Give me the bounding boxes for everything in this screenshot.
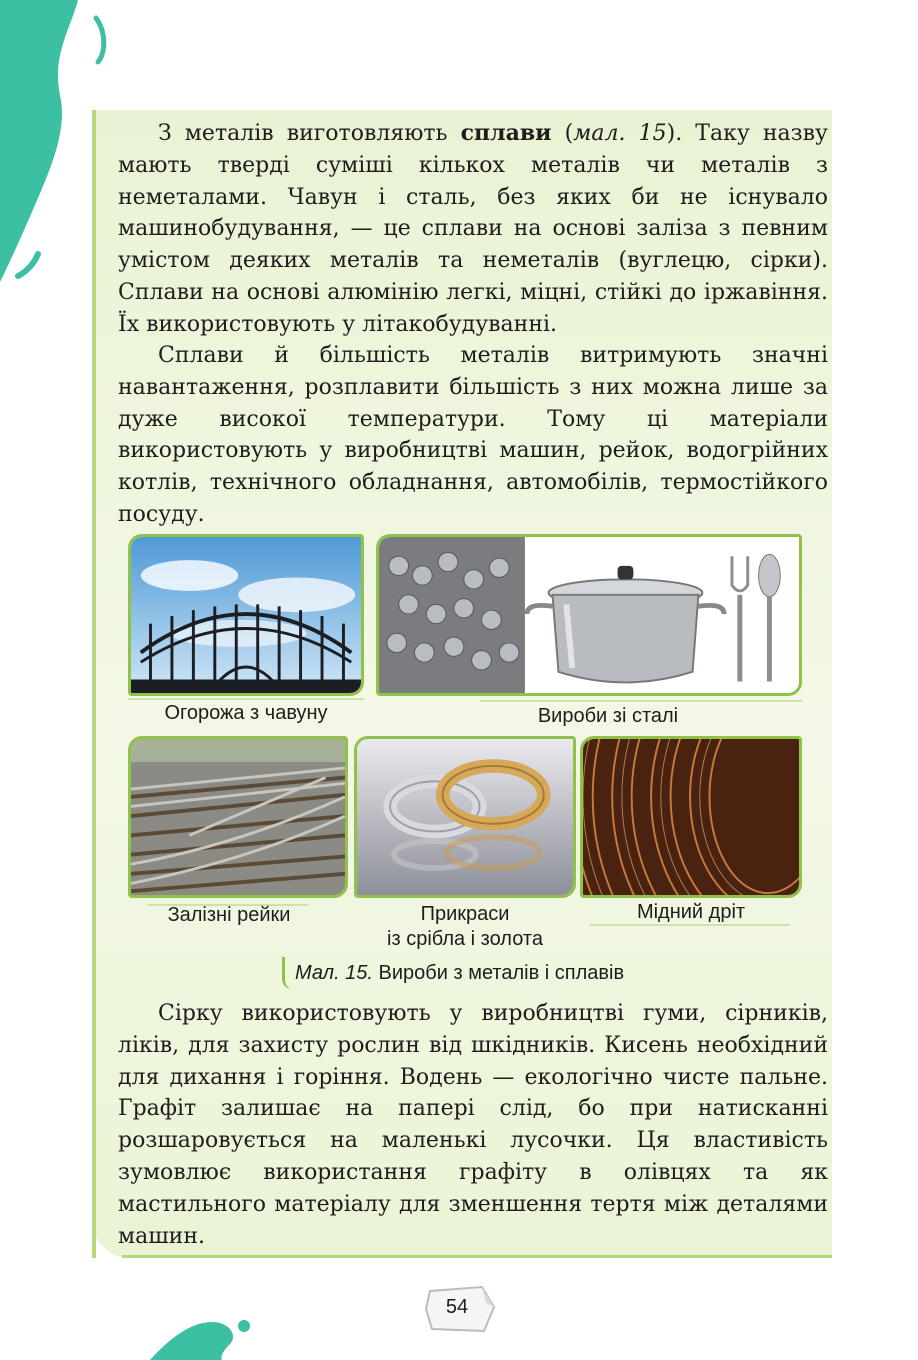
photo-iron-rails [128, 736, 348, 898]
caption-underline [480, 700, 802, 702]
p2-text: Сплави й більшість металів витримують значні навантаження, розплавити більшість з них можна лише за дуже високої температури. Тому ці матеріали використовують у виробництві машин, рейок, водогрійних котлів, технічного обладнання, автомобілів, термостійкого посуду. [118, 343, 828, 527]
paragraph-alloys [118, 118, 828, 341]
paragraph-nonmetals [118, 998, 828, 1252]
caption-jewelry-line1: Прикраси [420, 903, 510, 925]
figure-caption-label: Мал. 15. [295, 962, 373, 984]
photo-steel-products [376, 534, 802, 696]
caption-underline [128, 698, 364, 700]
p1-figure-ref: мал. 15 [573, 121, 667, 146]
paragraph-applications [118, 340, 828, 531]
p1-term-alloys: сплави [460, 120, 552, 146]
photo-jewelry-rings [354, 736, 576, 898]
p3-text: Сірку використовують у виробництві гуми, сірників, ліків, для захисту рослин від шкідників. Кисень необхідний для дихання і горіння. Водень — екологічно чисте пальне. Графіт залишає на папері слід, бо при натисканні розшаровується на маленькі лусочки. Ця властивість зумовлює використання графіту в олівцях та як мастильного матеріалу для зменшення тертя між деталями машин. [118, 1001, 828, 1249]
caption-rails: Залізні рейки [167, 904, 291, 926]
caption-wire: Мідний дріт [636, 901, 746, 923]
caption-steel: Вироби зі сталі [537, 705, 679, 727]
p1-pre: З металів виготовляють [158, 121, 461, 146]
p1-open-paren: ( [551, 121, 574, 146]
photo-cast-iron-fence [128, 534, 364, 696]
figure-caption-text: Вироби з металів і сплавів [372, 962, 625, 984]
caption-jewelry-line2: із срібла і золота [387, 928, 543, 950]
teal-bottom-decoration [150, 1300, 260, 1360]
figure-caption [282, 957, 624, 989]
p1-post: ). Таку назву мають тверді суміші кількох металів чи металів з неметалами. Чавун і сталь, без яких би не існувало машинобудування, — це сплави на основі заліза з певним умістом деяких металів та неметалів (вуглецю, сірки). Сплави на основі алюмінію легкі, міцні, стійкі до іржавіння. Їх використовують у літакобудуванні. [118, 121, 828, 337]
photo-copper-wire [580, 736, 802, 898]
page-number: 54 [445, 1296, 469, 1318]
caption-fence: Огорожа з чавуну [164, 702, 328, 724]
